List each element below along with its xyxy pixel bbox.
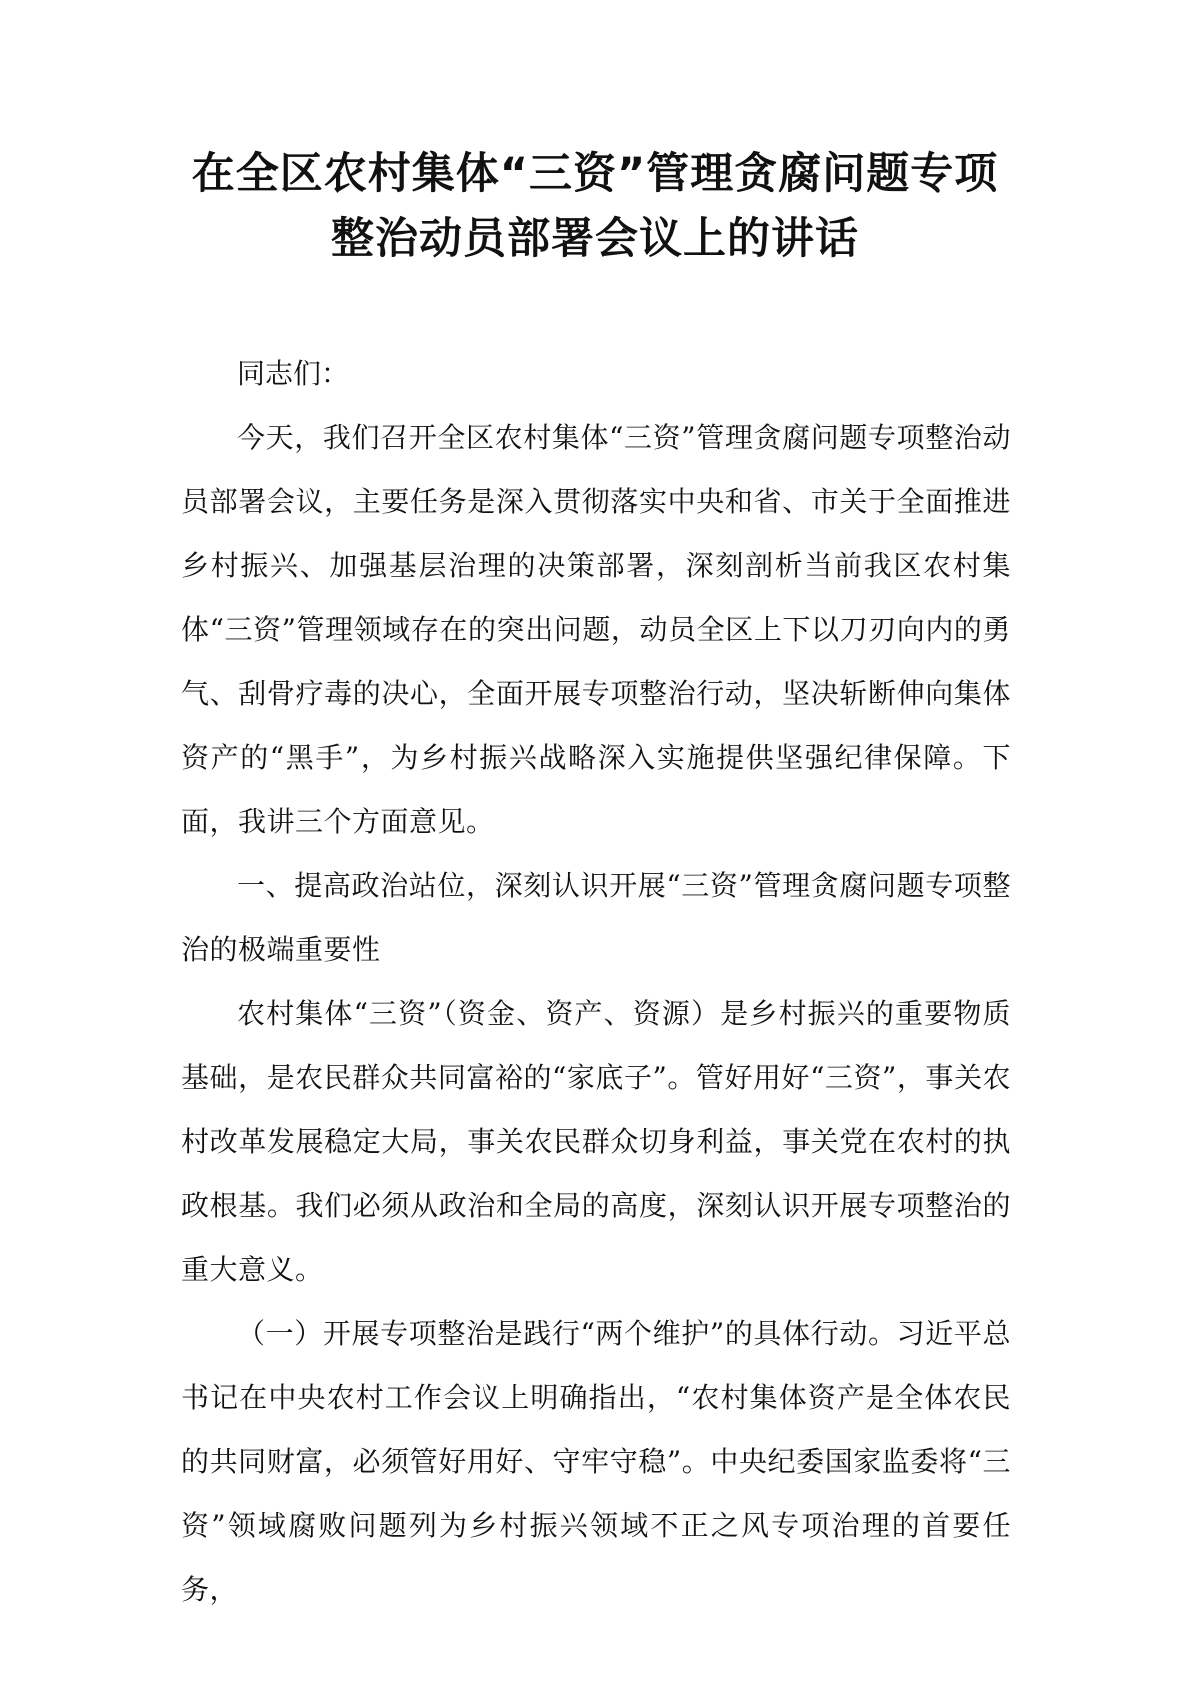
document-body [181, 342, 1011, 1622]
title-line-1: 在全区农村集体“三资”管理贪腐问题专项 [191, 149, 999, 199]
paragraph-subsection-1: （一）开展专项整治是践行“两个维护”的具体行动。习近平总书记在中央农村工作会议上明确指出，“农村集体资产是全体农民的共同财富，必须管好用好、守牢守稳”。中央纪委国家监委将“三资”领域腐败问题列为乡村振兴领域不正之风专项治理的首要任务， [181, 1317, 1011, 1606]
paragraph-intro: 今天，我们召开全区农村集体“三资”管理贪腐问题专项整治动员部署会议，主要任务是深入贯彻落实中央和省、市关于全面推进乡村振兴、加强基层治理的决策部署，深刻剖析当前我区农村集体“三资”管理领域存在的突出问题，动员全区上下以刀刃向内的勇气、刮骨疗毒的决心，全面开展专项整治行动，坚决斩断伸向集体资产的“黑手”，为乡村振兴战略深入实施提供坚强纪律保障。下面，我讲三个方面意见。 [181, 421, 1011, 838]
document-title [150, 142, 1040, 272]
salutation: 同志们： [237, 357, 350, 390]
title-line-2: 整治动员部署会议上的讲话 [331, 214, 859, 264]
section-heading-1: 一、提高政治站位，深刻认识开展“三资”管理贪腐问题专项整治的极端重要性 [181, 869, 1011, 966]
paragraph-section-1: 农村集体“三资”（资金、资产、资源）是乡村振兴的重要物质基础，是农民群众共同富裕的“家底子”。管好用好“三资”，事关农村改革发展稳定大局，事关农民群众切身利益，事关党在农村的执政根基。我们必须从政治和全局的高度，深刻认识开展专项整治的重大意义。 [181, 997, 1011, 1286]
